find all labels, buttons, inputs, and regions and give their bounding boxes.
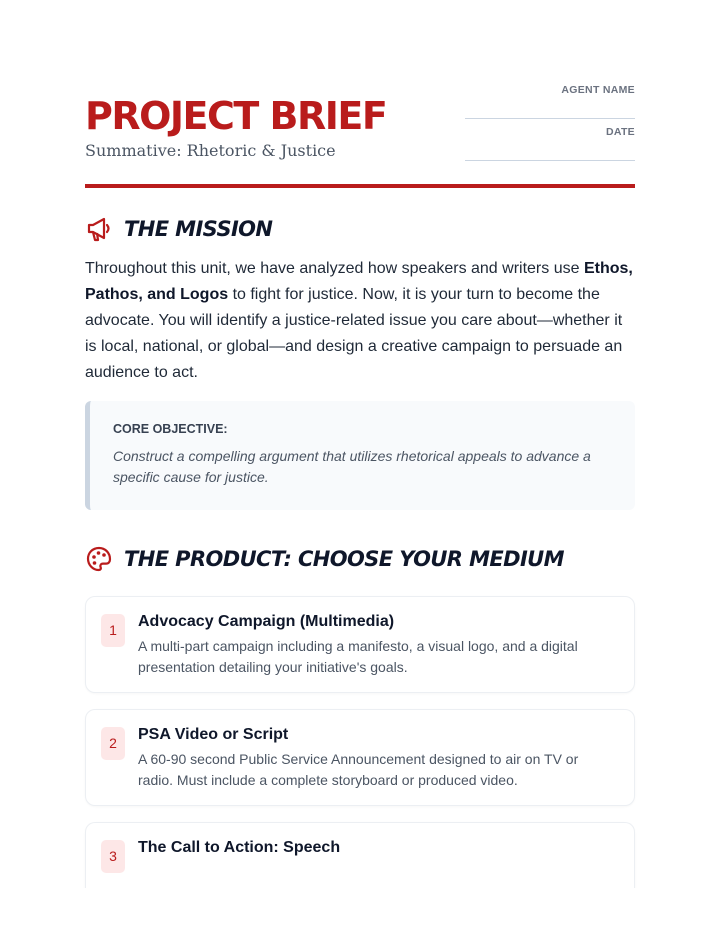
date-field[interactable] — [465, 126, 635, 161]
product-section-heading — [85, 543, 635, 575]
option-title: Advocacy Campaign (Multimedia) — [138, 613, 395, 630]
mission-text-end: to fight for justice. Now, it is your turn to become the advocate. You will identify a justice-related issue you care about—whether it is local, national, or global—and design a creative campaign to persuade an audience to act. — [85, 286, 623, 381]
page-title: PROJECT BRIEF — [85, 94, 387, 138]
palette-icon — [85, 545, 113, 573]
option-number-badge: 3 — [101, 840, 125, 873]
core-objective-callout — [85, 401, 635, 510]
mission-text-emphasis: Ethos, Pathos, and Logos — [85, 260, 633, 303]
mission-paragraph — [85, 256, 635, 386]
product-heading: THE PRODUCT: CHOOSE YOUR MEDIUM — [124, 547, 564, 571]
medium-option-card[interactable] — [85, 596, 635, 693]
core-objective-text: Construct a compelling argument that utilizes rhetorical appeals to advance a specific cause for justice. — [113, 448, 591, 485]
page-subtitle: Summative: Rhetoric & Justice — [85, 141, 336, 160]
option-description: A 60-90 second Public Service Announcement designed to air on TV or radio. Must include a complete storyboard or produced video. — [138, 751, 579, 788]
option-description: A multi-part campaign including a manifesto, a visual logo, and a digital presentation detailing your initiative's goals. — [138, 638, 578, 675]
mission-heading: THE MISSION — [124, 217, 273, 241]
page-bottom-cutoff — [0, 888, 720, 932]
project-brief-page — [85, 0, 635, 932]
mission-section-heading — [85, 213, 635, 245]
option-title: The Call to Action: Speech — [138, 839, 341, 856]
option-number-badge: 1 — [101, 614, 125, 647]
brief-header — [85, 84, 635, 188]
date-label: DATE — [605, 126, 635, 138]
agent-name-field[interactable] — [465, 84, 635, 119]
option-number-badge: 2 — [101, 727, 125, 760]
megaphone-icon — [85, 215, 113, 243]
medium-option-card[interactable] — [85, 709, 635, 806]
mission-text-start: Throughout this unit, we have analyzed how speakers and writers use — [85, 260, 584, 277]
header-divider — [85, 184, 635, 188]
core-objective-label: CORE OBJECTIVE: — [113, 422, 228, 436]
option-title: PSA Video or Script — [138, 726, 289, 743]
agent-name-label: AGENT NAME — [561, 84, 635, 96]
